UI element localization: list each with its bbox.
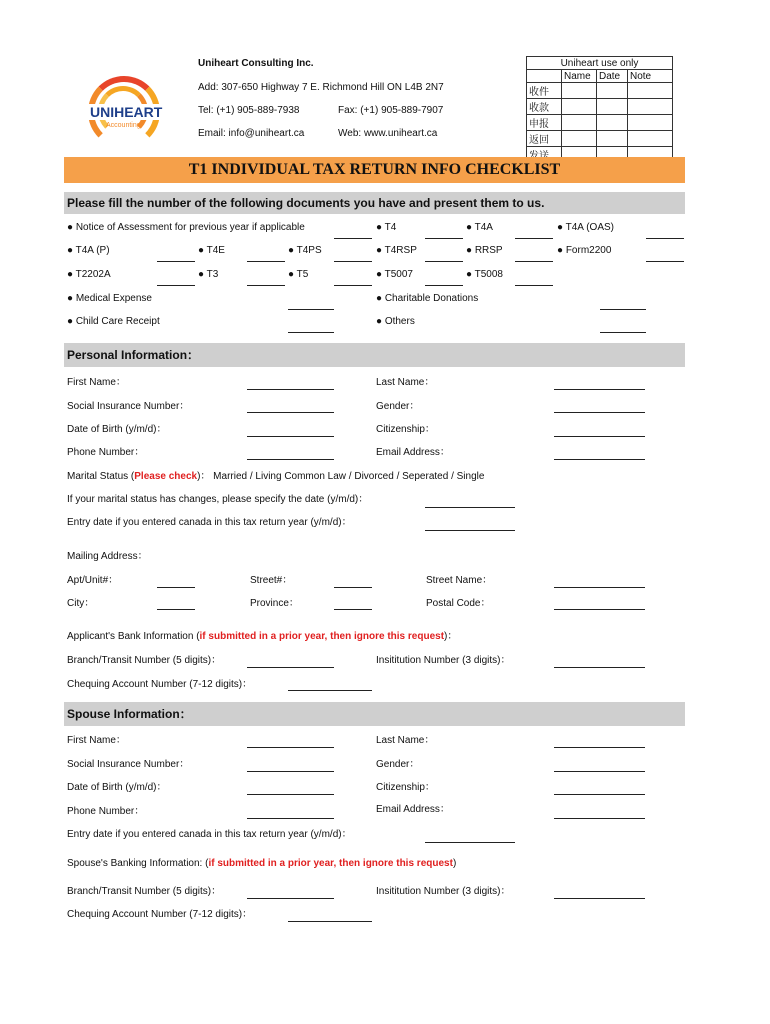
spouse-sin-label: Social Insurance Number： [67,759,190,770]
marital-status[interactable] [67,467,484,482]
mailing-address-label: Mailing Address： [67,551,148,562]
page-title: T1 INDIVIDUAL TAX RETURN INFO CHECKLIST [188,161,561,178]
street-name-label: Street Name： [426,575,493,586]
doc-t4e: ● T4E [198,245,225,256]
spouse-bank-note: if submitted in a prior year, then ignore this request [208,858,453,869]
personal-first-name-field[interactable] [247,389,334,390]
spouse-gender-label: Gender： [376,759,420,770]
doc-charitable-blank[interactable] [600,309,646,310]
office-col-date: Date [597,70,628,83]
doc-t5007: ● T5007 [376,269,413,280]
doc-t5008-blank[interactable] [515,285,553,286]
personal-chequing-field[interactable] [288,690,372,691]
logo-text: UNIHEART [90,104,163,120]
city-label: City： [67,598,95,609]
doc-noa-blank[interactable] [334,238,372,239]
spouse-branch-label: Branch/Transit Number (5 digits)： [67,886,222,897]
spouse-info-header: Spouse Information： [64,702,685,726]
apt-label: Apt/Unit#： [67,575,119,586]
personal-gender-field[interactable] [554,412,645,413]
spouse-entry-date-label: Entry date if you entered canada in this tax return year (y/m/d)： [67,829,352,840]
doc-others: ● Others [376,316,415,327]
doc-t5008: ● T5008 [466,269,503,280]
spouse-chequing-field[interactable] [288,921,372,922]
personal-last-name-field[interactable] [554,389,645,390]
postal-code-label: Postal Code： [426,598,491,609]
marital-status-options: )： Married / Living Common Law / Divorced / Seperated / Single [197,471,485,482]
spouse-institution-label: Insititution Number (3 digits)： [376,886,511,897]
personal-chequing-label: Chequing Account Number (7-12 digits)： [67,679,253,690]
doc-noa: ● Notice of Assessment for previous year if applicable [67,222,305,233]
personal-first-name-label: First Name： [67,377,126,388]
company-logo [84,72,163,148]
spouse-branch-field[interactable] [247,898,334,899]
personal-institution-field[interactable] [554,667,645,668]
personal-dob-field[interactable] [247,436,334,437]
street-name-field[interactable] [554,587,645,588]
title-bar [64,157,685,183]
spouse-bank-suffix: ) [452,858,457,869]
office-row-label: 收件 [527,83,562,99]
personal-branch-label: Branch/Transit Number (5 digits)： [67,655,222,666]
personal-dob-label: Date of Birth (y/m/d)： [67,424,167,435]
doc-t4: ● T4 [376,222,397,233]
personal-entry-date-field[interactable] [425,530,515,531]
company-address: Add: 307-650 Highway 7 E. Richmond Hill ON L4B 2N7 [198,82,444,93]
doc-t5: ● T5 [288,269,309,280]
personal-institution-label: Insititution Number (3 digits)： [376,655,511,666]
office-use-table [526,56,673,163]
spouse-dob-label: Date of Birth (y/m/d)： [67,782,167,793]
spouse-institution-field[interactable] [554,898,645,899]
logo-subtext: Accounting [106,122,141,129]
doc-form2200-blank[interactable] [646,261,684,262]
company-fax: Fax: (+1) 905-889-7907 [338,105,444,116]
personal-branch-field[interactable] [247,667,334,668]
doc-t4ps-blank[interactable] [334,261,372,262]
personal-last-name-label: Last Name： [376,377,435,388]
office-table-title: Uniheart use only [527,57,673,70]
doc-rrsp-blank[interactable] [515,261,553,262]
personal-email-field[interactable] [554,459,645,460]
office-col-name: Name [562,70,597,83]
office-col-note: Note [628,70,673,83]
spouse-email-field[interactable] [554,818,645,819]
street-no-field[interactable] [334,587,372,588]
doc-t5007-blank[interactable] [425,285,463,286]
spouse-entry-date-field[interactable] [425,842,515,843]
doc-t4a-blank[interactable] [515,238,553,239]
doc-t4rsp-blank[interactable] [425,261,463,262]
doc-charitable: ● Charitable Donations [376,293,479,304]
spouse-email-label: Email Address： [376,804,450,815]
doc-form2200: ● Form2200 [557,245,612,256]
marital-change-label: If your marital status has changes, please specify the date (y/m/d)： [67,494,369,505]
doc-t4a-p: ● T4A (P) [67,245,110,256]
doc-medical-blank[interactable] [288,309,334,310]
spouse-last-name-field[interactable] [554,747,645,748]
spouse-gender-field[interactable] [554,771,645,772]
doc-t2202a-blank[interactable] [157,285,195,286]
apt-field[interactable] [157,587,195,588]
personal-gender-label: Gender： [376,401,420,412]
spouse-sin-field[interactable] [247,771,334,772]
postal-code-field[interactable] [554,609,645,610]
doc-childcare: ● Child Care Receipt [67,316,160,327]
spouse-first-name-label: First Name： [67,735,126,746]
office-row-label: 收款 [527,99,562,115]
province-label: Province： [250,598,299,609]
spouse-citizenship-label: Citizenship： [376,782,435,793]
company-tel: Tel: (+1) 905-889-7938 [198,105,300,116]
doc-medical: ● Medical Expense [67,293,152,304]
doc-t4a-oas-blank[interactable] [646,238,684,239]
applicant-bank-note: if submitted in a prior year, then ignore this request [199,631,445,642]
personal-citizenship-label: Citizenship： [376,424,435,435]
province-field[interactable] [334,609,372,610]
applicant-bank-label [67,627,457,642]
city-field[interactable] [157,609,195,610]
doc-t4-blank[interactable] [425,238,463,239]
spouse-bank-prefix: Spouse's Banking Information: ( [67,858,209,869]
doc-t3: ● T3 [198,269,219,280]
personal-phone-field[interactable] [247,459,334,460]
spouse-phone-label: Phone Number： [67,806,145,817]
company-web: Web: www.uniheart.ca [338,128,438,139]
marital-status-prefix: Marital Status ( [67,471,135,482]
doc-t4a-oas: ● T4A (OAS) [557,222,614,233]
spouse-first-name-field[interactable] [247,747,334,748]
personal-email-label: Email Address： [376,447,450,458]
spouse-dob-field[interactable] [247,794,334,795]
company-name: Uniheart Consulting Inc. [198,58,314,69]
spouse-last-name-label: Last Name： [376,735,435,746]
street-no-label: Street#： [250,575,293,586]
doc-t4a-p-blank[interactable] [157,261,195,262]
company-email: Email: info@uniheart.ca [198,128,305,139]
doc-t4rsp: ● T4RSP [376,245,417,256]
personal-sin-label: Social Insurance Number： [67,401,190,412]
doc-t4a: ● T4A [466,222,493,233]
doc-childcare-blank[interactable] [288,332,334,333]
documents-header: Please fill the number of the following documents you have and present them to us. [64,192,685,214]
applicant-bank-prefix: Applicant's Bank Information ( [67,631,200,642]
doc-t5-blank[interactable] [334,285,372,286]
doc-t3-blank[interactable] [247,285,285,286]
personal-phone-label: Phone Number： [67,447,145,458]
spouse-bank-label [67,858,456,869]
doc-t4ps: ● T4PS [288,245,322,256]
doc-others-blank[interactable] [600,332,646,333]
office-row-label: 申报 [527,115,562,131]
spouse-chequing-label: Chequing Account Number (7-12 digits)： [67,909,253,920]
personal-citizenship-field[interactable] [554,436,645,437]
personal-entry-date-label: Entry date if you entered canada in this tax return year (y/m/d)： [67,517,352,528]
applicant-bank-suffix: )： [444,631,458,642]
marital-status-check-note: Please check [134,471,198,482]
doc-t4e-blank[interactable] [247,261,285,262]
marital-change-field[interactable] [425,507,515,508]
personal-info-header: Personal Information： [64,343,685,367]
doc-rrsp: ● RRSP [466,245,503,256]
spouse-citizenship-field[interactable] [554,794,645,795]
personal-sin-field[interactable] [247,412,334,413]
spouse-phone-field[interactable] [247,818,334,819]
office-row-label: 返回 [527,131,562,147]
doc-t2202a: ● T2202A [67,269,111,280]
